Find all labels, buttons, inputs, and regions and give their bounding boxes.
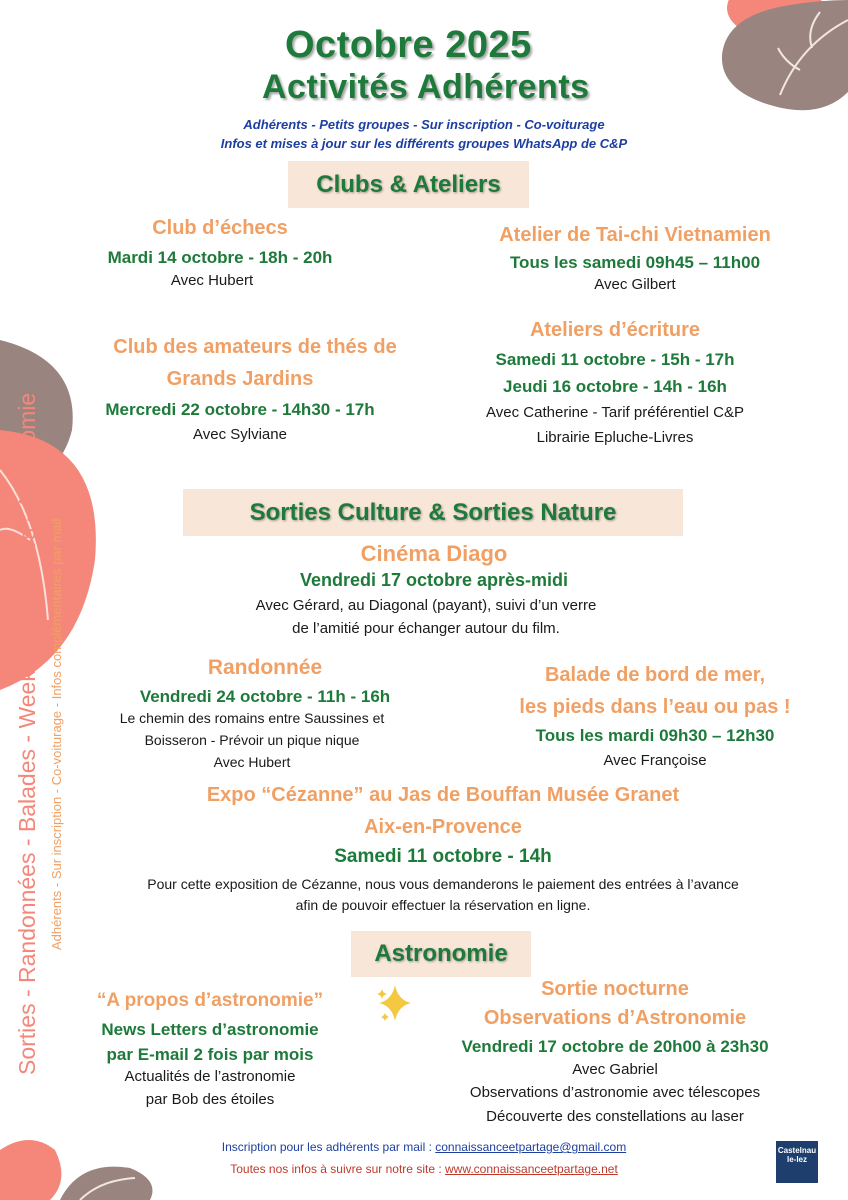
expo-title-1: Expo “Cézanne” au Jas de Bouffan Musée Granet: [206, 784, 680, 806]
taichi-with: Avec Gilbert: [594, 276, 676, 293]
sidebar-sub-text: Adhérents - Sur inscription - Co-voiturage - Infos complémentaires par mail: [49, 518, 64, 950]
nocturne-title-1: Sortie nocturne: [541, 978, 689, 1000]
thes-date: Mercredi 22 octobre - 14h30 - 17h: [105, 400, 375, 419]
rando-with: Avec Hubert: [213, 754, 291, 770]
apropos-desc-1: Actualités de l’astronomie: [124, 1068, 296, 1085]
header-line1: Adhérents - Petits groupes - Sur inscription - Co-voiturage: [243, 117, 605, 132]
header-title: Activités Adhérents: [262, 68, 590, 106]
balade-with: Avec Françoise: [603, 752, 707, 769]
logo-line-2: le-lez: [786, 1154, 807, 1164]
nocturne-with: Avec Gabriel: [572, 1061, 658, 1078]
nocturne-date: Vendredi 17 octobre de 20h00 à 23h30: [461, 1037, 769, 1056]
thes-with: Avec Sylviane: [193, 426, 287, 443]
footer-line-1-prefix: Inscription pour les adhérents par mail :: [221, 1140, 436, 1154]
apropos-line-1: News Letters d’astronomie: [101, 1020, 319, 1039]
footer-line-1: [0, 1140, 848, 1154]
rando-desc-1: Le chemin des romains entre Saussines et: [119, 710, 385, 726]
thes-title-2: Grands Jardins: [166, 368, 314, 390]
balade-date: Tous les mardi 09h30 – 12h30: [535, 726, 775, 745]
ecriture-title: Ateliers d’écriture: [529, 319, 701, 341]
balade-title-1: Balade de bord de mer,: [544, 664, 766, 686]
cinema-desc-1: Avec Gérard, au Diagonal (payant), suivi d’un verre: [255, 597, 597, 614]
rando-desc-2: Boisseron - Prévoir un pique nique: [144, 732, 360, 748]
sorties-heading: Sorties Culture & Sorties Nature: [183, 489, 683, 536]
ecriture-place: Librairie Epluche-Livres: [536, 429, 694, 446]
balade-title-2: les pieds dans l’eau ou pas !: [519, 696, 791, 718]
footer-email-link[interactable]: connaissanceetpartage@gmail.com: [435, 1140, 627, 1154]
taichi-title: Atelier de Tai-chi Vietnamien: [499, 224, 771, 246]
cinema-desc-2: de l’amitié pour échanger autour du film.: [292, 620, 560, 637]
cinema-date: Vendredi 17 octobre après-midi: [299, 570, 569, 590]
rando-date: Vendredi 24 octobre - 11h - 16h: [139, 687, 391, 706]
nocturne-desc-2: Découverte des constellations au laser: [486, 1108, 744, 1125]
expo-title-2: Aix-en-Provence: [364, 816, 522, 838]
rando-title: Randonnée: [207, 656, 323, 679]
expo-desc-1: Pour cette exposition de Cézanne, nous vous demanderons le paiement des entrées à l’avance: [147, 876, 739, 892]
nocturne-title-2: Observations d’Astronomie: [483, 1007, 747, 1029]
ecriture-date-2: Jeudi 16 octobre - 14h - 16h: [503, 377, 727, 396]
ecriture-with: Avec Catherine - Tarif préférentiel C&P: [486, 404, 744, 421]
footer-line-2-prefix: Toutes nos infos à suivre sur notre site :: [230, 1162, 445, 1176]
footer-site-link[interactable]: www.connaissanceetpartage.net: [445, 1162, 618, 1176]
header-month: Octobre 2025: [285, 24, 532, 66]
echecs-with: Avec Hubert: [170, 272, 254, 289]
sparkle-icon: [377, 985, 411, 1021]
cinema-title: Cinéma Diago: [360, 541, 508, 566]
logo-line-1: Castelnau: [777, 1146, 817, 1155]
astro-heading: Astronomie: [351, 931, 531, 977]
thes-title-1: Club des amateurs de thés de: [113, 336, 397, 358]
apropos-desc-2: par Bob des étoiles: [145, 1091, 275, 1108]
echecs-date: Mardi 14 octobre - 18h - 20h: [107, 248, 333, 267]
footer-line-2: [0, 1162, 848, 1176]
sidebar-main-text: Sorties - Randonnées - Balades - Week-end - Ateliers - Astronomie: [14, 392, 40, 1075]
apropos-line-2: par E-mail 2 fois par mois: [106, 1045, 314, 1064]
expo-desc-2: afin de pouvoir effectuer la réservation en ligne.: [295, 897, 591, 913]
nocturne-desc-1: Observations d’astronomie avec télescopes: [469, 1084, 761, 1101]
ecriture-date-1: Samedi 11 octobre - 15h - 17h: [495, 350, 735, 369]
expo-date: Samedi 11 octobre - 14h: [334, 846, 552, 867]
castelnau-logo: [776, 1141, 818, 1183]
apropos-title: “A propos d’astronomie”: [96, 990, 324, 1011]
echecs-title: Club d’échecs: [152, 217, 288, 239]
taichi-date: Tous les samedi 09h45 – 11h00: [509, 253, 761, 272]
header-line2: Infos et mises à jour sur les différents groupes WhatsApp de C&P: [220, 136, 628, 151]
clubs-heading: Clubs & Ateliers: [288, 161, 529, 208]
